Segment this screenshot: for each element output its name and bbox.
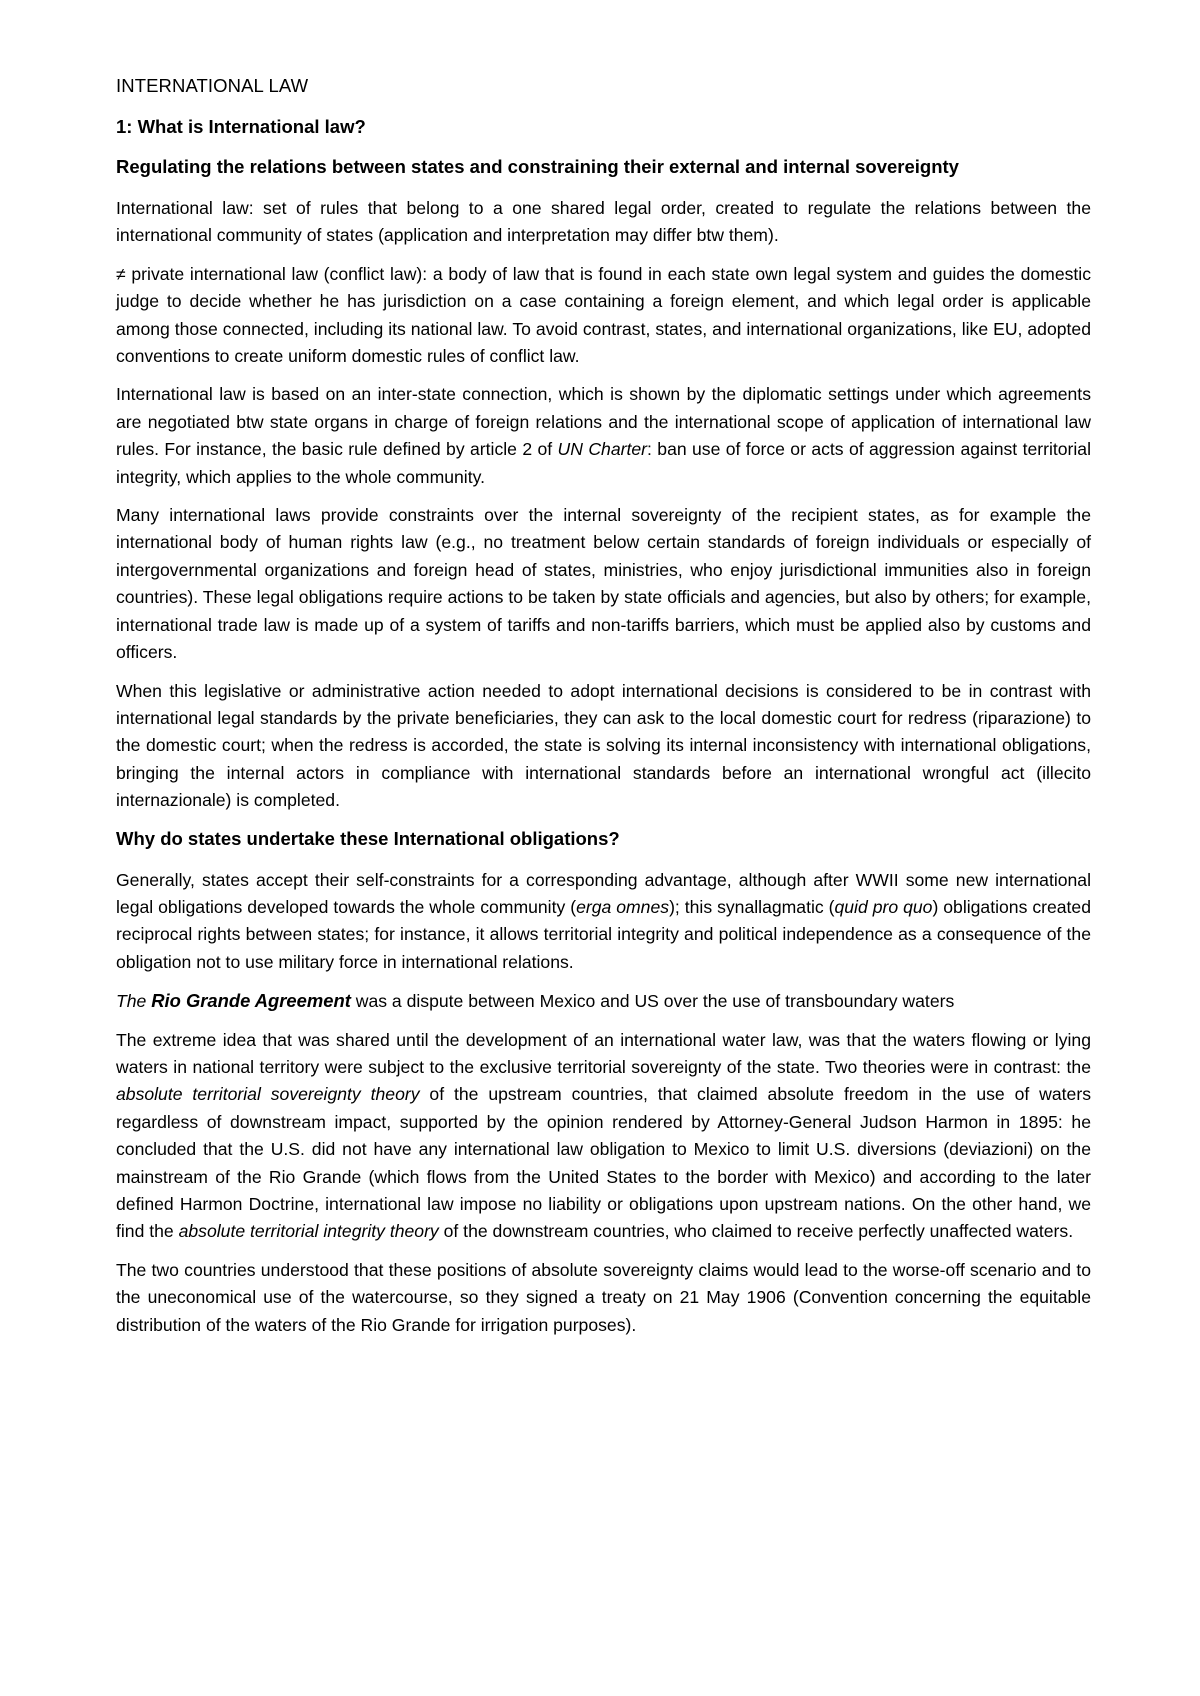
paragraph-theories — [116, 1027, 1091, 1246]
document-title: INTERNATIONAL LAW — [116, 75, 309, 96]
text-segment: of the downstream countries, who claimed to receive perfectly unaffected waters. — [438, 1221, 1074, 1242]
text-segment: ) obligations created reciprocal rights between states; for instance, it allows territorial integrity and political independence as a consequence of the obligation not to use military force in international relations. — [116, 896, 1091, 972]
bold-italic-text-rio-grande: Rio Grande Agreement — [151, 990, 351, 1012]
paragraph-constraints: Many international laws provide constraints over the internal sovereignty of the recipient states, as for example the international body of human rights law (e.g., no treatment below certain standards of foreign individuals or especially of intergovernmental organizations and foreign head of states, ministries, who enjoy jurisdictional immunities also in foreign countries). These legal obligations require actions to be taken by state officials and agencies, but also by others; for example, international trade law is made up of a system of tariffs and non-tariffs barriers, which must be applied also by customs and officers. — [116, 505, 1091, 663]
question-heading: 1: What is International law? — [116, 116, 366, 137]
paragraph-rio-grande-intro — [116, 987, 1091, 1015]
paragraph-treaty: The two countries understood that these positions of absolute sovereignty claims would lead to the worse-off scenario and to the uneconomical use of the watercourse, so they signed a treaty on 21 May 1906 (Convention concerning the equitable distribution of the waters of the Rio Grande for irrigation purposes). — [116, 1259, 1091, 1335]
paragraph-self-constraints — [116, 867, 1091, 977]
text-segment: of the upstream countries, that claimed absolute freedom in the use of waters regardless of downstream impact, supported by the opinion rendered by Attorney-General Judson Harmon in 1895: he concluded that the U.S. did not have any international law obligation to Mexico to limit U.S. diversions (deviazioni) on the mainstream of the Rio Grande (which flows from the United States to the border with Mexico) and according to the later defined Harmon Doctrine, international law impose no liability or obligations upon upstream nations. On the other hand, we find the — [116, 1084, 1092, 1242]
text-segment: : ban use of force or acts of aggression against territorial integrity, which applies to the whole community. — [116, 439, 1091, 487]
text-segment: International law is based on an inter-state connection, which is shown by the diplomatic settings under which agreements are negotiated btw state organs in charge of foreign relations and the international scope of application of international law rules. For instance, the basic rule defined by article 2 of — [116, 384, 1091, 460]
text-segment: was a dispute between Mexico and US over the use of transboundary waters — [350, 991, 955, 1012]
italic-text-the: The — [116, 991, 152, 1012]
text-segment: Generally, states accept their self-constraints for a corresponding advantage, although after WWII some new international legal obligations developed towards the whole community ( — [116, 869, 1091, 917]
paragraph-private-law: ≠ private international law (conflict law): a body of law that is found in each state own legal system and guides the domestic judge to decide whether he has jurisdiction on a case containing a foreign element, and which legal order is applicable among those connected, including its national law. To avoid contrast, states, and international organizations, like EU, adopted conventions to create uniform domestic rules of conflict law. — [116, 263, 1091, 367]
text-segment: ); this synallagmatic ( — [669, 896, 835, 917]
italic-text-un-charter: UN Charter — [557, 439, 648, 460]
section-heading-obligations: Why do states undertake these International obligations? — [116, 827, 620, 849]
italic-text-integrity-theory: absolute territorial integrity theory — [178, 1221, 439, 1242]
text-segment: The extreme idea that was shared until the development of an international water law, was that the waters flowing or lying waters in national territory were subject to the exclusive territorial sovereignty of the state. Two theories were in contrast: the — [116, 1029, 1091, 1077]
italic-text-erga-omnes: erga omnes — [576, 896, 670, 917]
italic-text-sovereignty-theory: absolute territorial sovereignty theory — [116, 1084, 420, 1105]
paragraph-inter-state — [116, 381, 1091, 491]
italic-text-quid-pro-quo: quid pro quo — [834, 896, 933, 917]
paragraph-definition: International law: set of rules that belong to a one shared legal order, created to regulate the relations between the international community of states (application and interpretation may differ btw them). — [116, 198, 1091, 246]
section-heading-sovereignty: Regulating the relations between states and constraining their external and internal sovereignty — [116, 156, 959, 177]
paragraph-redress: When this legislative or administrative action needed to adopt international decisions is considered to be in contrast with international legal standards by the private beneficiaries, they can ask to the local domestic court for redress (riparazione) to the domestic court; when the redress is accorded, the state is solving its internal inconsistency with international obligations, bringing the internal actors in compliance with international standards before an international wrongful act (illecito internazionale) is completed. — [116, 680, 1091, 811]
